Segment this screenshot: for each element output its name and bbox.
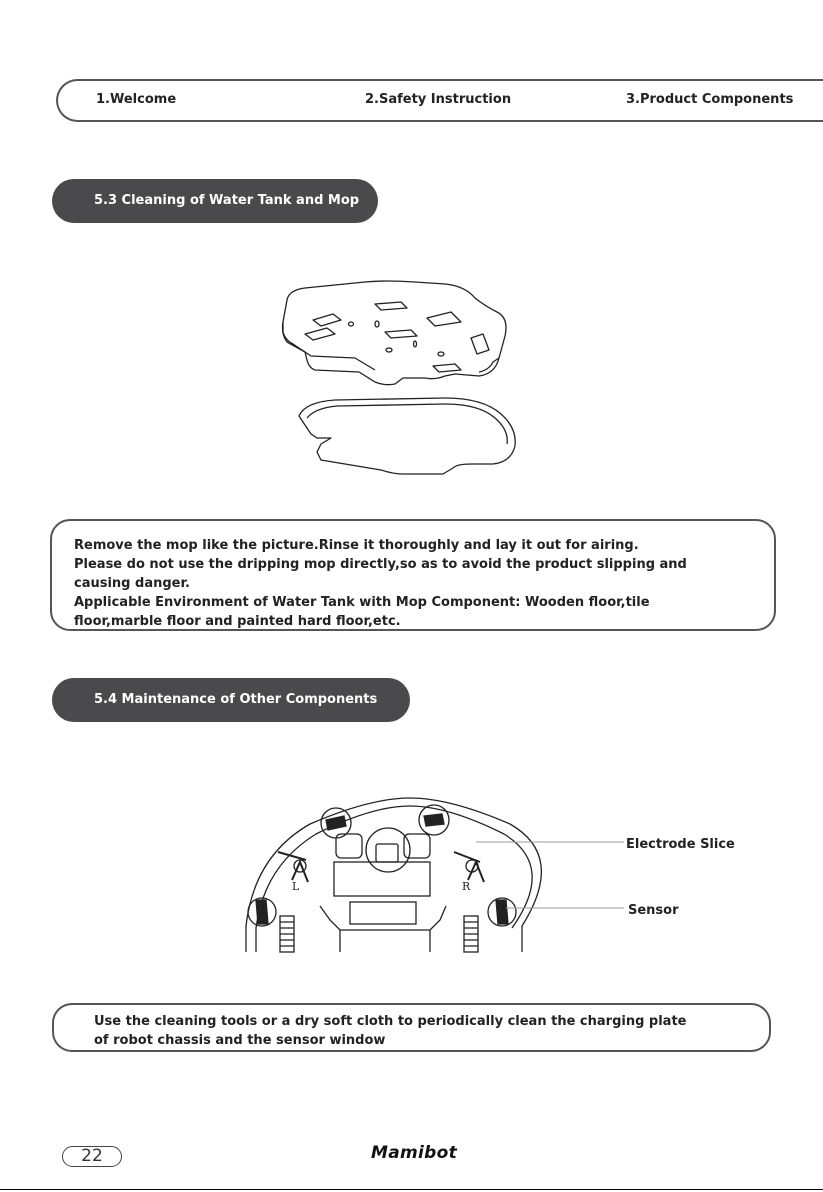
bottom-rule <box>0 1189 823 1190</box>
instruction-line-1: Remove the mop like the picture.Rinse it thoroughly and lay it out for airing. <box>74 538 639 553</box>
section-heading-other-components: 5.4 Maintenance of Other Components <box>52 678 410 722</box>
chassis-instruction-text: Use the cleaning tools or a dry soft cloth to periodically clean the charging plate of robot chassis and the sensor window <box>94 1014 687 1048</box>
sensor-label: Sensor <box>628 903 679 918</box>
nav-item-safety-instruction[interactable]: 2.Safety Instruction <box>365 92 512 107</box>
chassis-cleaning-instructions <box>52 1003 771 1052</box>
nav-item-welcome[interactable]: 1.Welcome <box>96 92 177 107</box>
robot-chassis-illustration <box>240 796 630 954</box>
instruction-line-2: Please do not use the dripping mop directly,so as to avoid the product slipping and causing danger. <box>74 557 687 591</box>
page-number: 22 <box>62 1146 122 1167</box>
section-heading-water-tank: 5.3 Cleaning of Water Tank and Mop <box>52 179 378 223</box>
wheel-label-left: L <box>292 880 300 893</box>
electrode-slice-label: Electrode Slice <box>626 837 735 852</box>
water-tank-mop-illustration <box>275 278 520 483</box>
instruction-line-3: Applicable Environment of Water Tank with Mop Component: Wooden floor,tile floor,marble floor and painted hard floor,etc. <box>74 595 650 629</box>
brand-logo: Mamibot <box>371 1143 458 1163</box>
wheel-label-right: R <box>462 880 471 893</box>
mop-cleaning-instructions <box>50 519 776 631</box>
nav-item-product-components[interactable]: 3.Product Components <box>626 92 794 107</box>
